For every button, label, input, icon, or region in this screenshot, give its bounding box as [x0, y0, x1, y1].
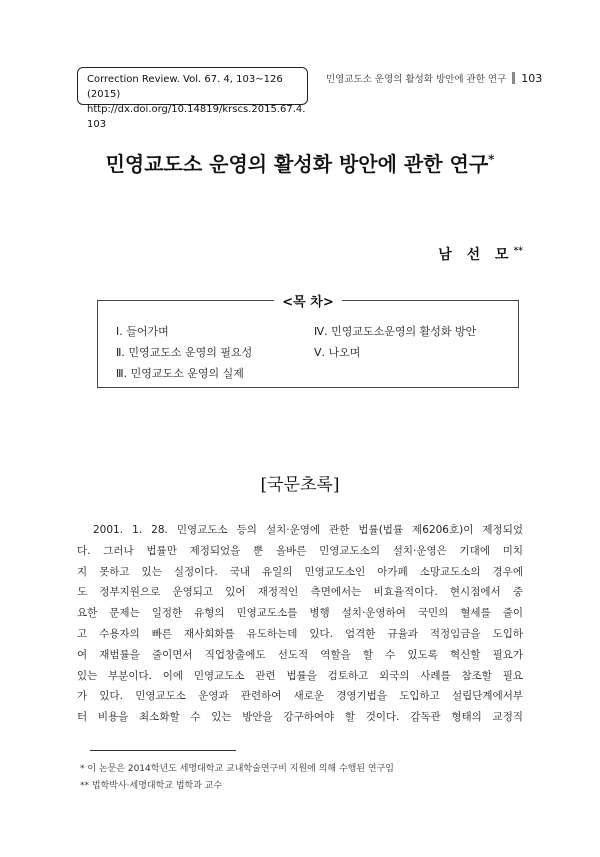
- toc-heading: <목 차>: [98, 291, 518, 310]
- author-name: 남 선 모: [438, 247, 514, 263]
- table-of-contents: [97, 295, 519, 388]
- abstract-line: 여 재범률을 줄이면서 직업창출에도 선도적 역할을 할 수 있도록 혁신할 필요가: [77, 648, 523, 661]
- toc-item: Ⅰ. 들어가며: [116, 325, 169, 338]
- journal-citation: Correction Review. Vol. 67. 4, 103~126 (2015): [87, 74, 283, 100]
- paper-title: [0, 148, 600, 177]
- toc-item: Ⅴ. 나오며: [314, 346, 361, 359]
- abstract-line: 지 못하고 있는 실정이다. 국내 유일의 민영교도소인 아가페 소망교도소의 경우에: [77, 565, 523, 578]
- page-number: 103: [521, 72, 543, 85]
- abstract-line: 터 비용을 최소화할 수 있는 방안을 강구하여야 할 것이다. 감독관 형태의 교정직: [77, 711, 523, 724]
- title-footnote-mark: *: [488, 152, 495, 167]
- abstract-body: [77, 520, 523, 728]
- abstract-line: 다. 그러나 법률만 제정되었을 뿐 올바른 민영교도소의 설치·운영은 기대에 미치: [77, 544, 523, 557]
- citation-box: [77, 67, 308, 130]
- abstract-line: 있는 부분이다. 이에 민영교도소 관련 법률을 검토하고 외국의 사례를 참조할 필요: [77, 669, 523, 682]
- footnote-divider: [90, 750, 236, 751]
- toc-item: Ⅱ. 민영교도소 운영의 필요성: [116, 346, 253, 359]
- author-line: [438, 244, 523, 264]
- author-footnote-mark: **: [513, 246, 523, 257]
- toc-item: Ⅳ. 민영교도소운영의 활성화 방안: [314, 325, 477, 338]
- paper-title-text: 민영교도소 운영의 활성화 방안에 관한 연구: [105, 152, 489, 176]
- abstract-line: 고 수용자의 빠른 재사회화를 유도하는데 있다. 엄격한 규율과 적정임금을 도입하: [77, 627, 523, 640]
- toc-item: Ⅲ. 민영교도소 운영의 실제: [116, 367, 244, 380]
- running-head-divider: [512, 72, 515, 84]
- running-head: [326, 71, 543, 85]
- running-head-title: 민영교도소 운영의 활성화 방안에 관한 연구: [326, 74, 507, 85]
- abstract-line: 요한 문제는 일정한 유형의 민영교도소를 병행 설치·운영하여 국민의 혈세를 줄이: [77, 607, 523, 620]
- abstract-line: 2001. 1. 28. 민영교도소 등의 설치·운영에 관한 법률(법률 제6206호)이 제정되었: [93, 524, 523, 536]
- abstract-line: 가 있다. 민영교도소 운영과 관련하여 새로운 경영기법을 도입하고 설립단계에서부: [77, 690, 523, 703]
- footnote-funding: * 이 논문은 2014학년도 세명대학교 교내학술연구비 지원에 의해 수행된 연구임: [80, 764, 394, 774]
- footnote-author: ** 법학박사·세명대학교 법학과 교수: [80, 781, 223, 791]
- abstract-heading: [국문초록]: [260, 475, 340, 495]
- abstract-line: 도 정부지원으로 운영되고 있어 재정적인 측면에서는 비효율적이다. 현시점에서 중: [77, 586, 523, 599]
- doi-link[interactable]: http://dx.doi.org/10.14819/krscs.2015.67.4. 103: [87, 104, 306, 130]
